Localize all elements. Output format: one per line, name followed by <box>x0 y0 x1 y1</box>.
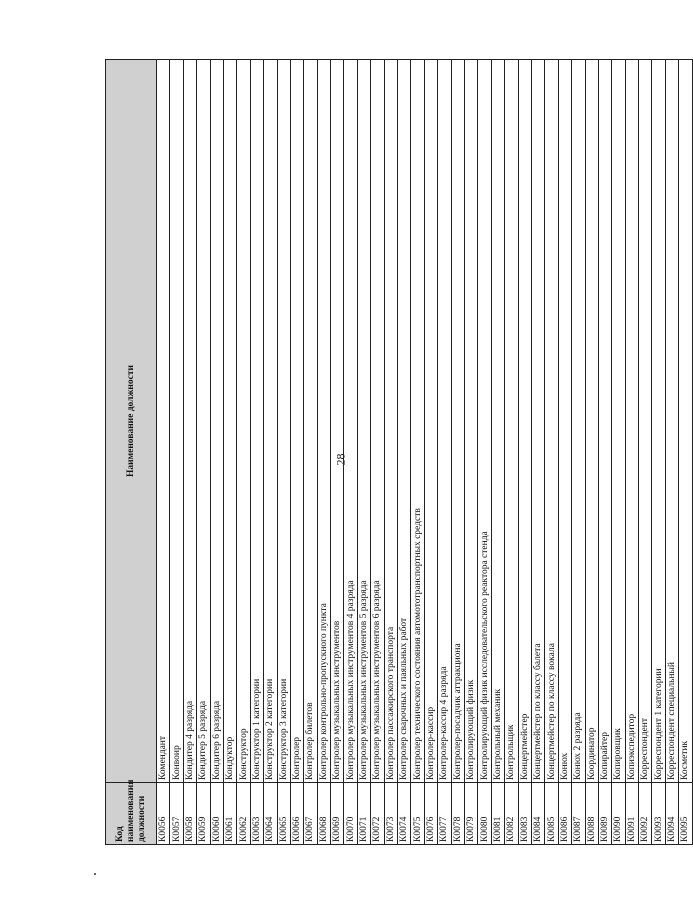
position-name-cell: Контролирующий физик <box>464 60 477 783</box>
position-name-cell: Контролер технического состояния автомототранспортных средств <box>411 60 424 783</box>
code-cell: К0080 <box>478 783 491 845</box>
code-cell: К0056 <box>157 783 170 845</box>
table-row <box>371 60 384 845</box>
table-row <box>277 60 290 845</box>
code-cell: К0090 <box>612 783 625 845</box>
table-row <box>612 60 625 845</box>
table-row <box>639 60 652 845</box>
header-code: Код наименования должности <box>106 783 157 845</box>
table-row <box>344 60 357 845</box>
position-name-cell: Корреспондент 1 категории <box>652 60 665 783</box>
code-cell: К0085 <box>545 783 558 845</box>
code-cell: К0068 <box>317 783 330 845</box>
code-cell: К0087 <box>572 783 585 845</box>
position-name-cell: Контролер музыкальных инструментов <box>331 60 344 783</box>
position-name-cell: Координатор <box>585 60 598 783</box>
code-cell: К0091 <box>625 783 638 845</box>
position-name-cell: Конструктор 3 категории <box>277 60 290 783</box>
table-row <box>679 60 692 845</box>
position-name-cell: Комендант <box>157 60 170 783</box>
code-cell: К0076 <box>424 783 437 845</box>
table-row <box>290 60 303 845</box>
code-cell: К0059 <box>197 783 210 845</box>
position-name-cell: Корреспондент специальный <box>665 60 678 783</box>
position-name-cell: Копиэкспедитор <box>625 60 638 783</box>
table-row <box>665 60 678 845</box>
table-row <box>357 60 370 845</box>
position-name-cell: Концертмейстер <box>518 60 531 783</box>
table-row <box>250 60 263 845</box>
position-name-cell: Конструктор 1 категории <box>250 60 263 783</box>
position-name-cell: Кондитер 4 разряда <box>183 60 196 783</box>
position-name-cell: Кондитер 6 разряда <box>210 60 223 783</box>
code-cell: К0077 <box>438 783 451 845</box>
position-name-cell: Контролер-посадчик аттракциона <box>451 60 464 783</box>
code-cell: К0094 <box>665 783 678 845</box>
table-row <box>585 60 598 845</box>
table-row <box>398 60 411 845</box>
position-name-cell: Кондитер 5 разряда <box>197 60 210 783</box>
position-name-cell: Контролер пассажирского транспорта <box>384 60 397 783</box>
code-cell: К0069 <box>331 783 344 845</box>
position-name-cell: Контрольный механик <box>491 60 504 783</box>
table-row <box>237 60 250 845</box>
position-name-cell: Копирайтер <box>598 60 611 783</box>
table-row <box>545 60 558 845</box>
table-row <box>518 60 531 845</box>
table-row <box>558 60 571 845</box>
position-name-cell: Конструктор 2 категории <box>264 60 277 783</box>
table-row <box>531 60 544 845</box>
position-name-cell: Контролер сварочных и паяльных работ <box>398 60 411 783</box>
code-cell: К0088 <box>585 783 598 845</box>
table-row <box>157 60 170 845</box>
table-row <box>384 60 397 845</box>
table-row <box>264 60 277 845</box>
position-name-cell: Контролер контрольно-пропускного пункта <box>317 60 330 783</box>
position-name-cell: Контролер билетов <box>304 60 317 783</box>
table-row <box>183 60 196 845</box>
code-cell: К0057 <box>170 783 183 845</box>
position-name-cell: Контролер музыкальных инструментов 6 разряда <box>371 60 384 783</box>
table-row <box>197 60 210 845</box>
position-name-cell: Концертмейстер по классу вокала <box>545 60 558 783</box>
code-cell: К0065 <box>277 783 290 845</box>
code-cell: К0083 <box>518 783 531 845</box>
position-name-cell: Контролер <box>290 60 303 783</box>
table-row <box>438 60 451 845</box>
code-cell: К0067 <box>304 783 317 845</box>
code-cell: К0061 <box>223 783 236 845</box>
code-cell: К0081 <box>491 783 504 845</box>
code-cell: К0074 <box>398 783 411 845</box>
code-cell: К0075 <box>411 783 424 845</box>
code-cell: К0060 <box>210 783 223 845</box>
scan-speck <box>94 873 96 875</box>
table-row <box>223 60 236 845</box>
code-cell: К0064 <box>264 783 277 845</box>
code-cell: К0066 <box>290 783 303 845</box>
code-cell: К0072 <box>371 783 384 845</box>
table-row <box>478 60 491 845</box>
code-cell: К0082 <box>505 783 518 845</box>
code-cell: К0093 <box>652 783 665 845</box>
position-name-cell: Контролер музыкальных инструментов 5 разряда <box>357 60 370 783</box>
table-row <box>317 60 330 845</box>
code-cell: К0084 <box>531 783 544 845</box>
position-name-cell: Копировщик <box>612 60 625 783</box>
position-name-cell: Корреспондент <box>639 60 652 783</box>
table-row <box>304 60 317 845</box>
position-name-cell: Контролирующий физик исследовательского реактора стенда <box>478 60 491 783</box>
position-name-cell: Конвоир <box>170 60 183 783</box>
code-cell: К0058 <box>183 783 196 845</box>
position-name-cell: Кондуктор <box>223 60 236 783</box>
positions-table <box>105 59 693 845</box>
table-body <box>157 60 693 845</box>
position-name-cell: Конструктор <box>237 60 250 783</box>
position-name-cell: Контролер-кассир <box>424 60 437 783</box>
code-cell: К0095 <box>679 783 692 845</box>
code-cell: К0063 <box>250 783 263 845</box>
code-cell: К0071 <box>357 783 370 845</box>
table-row <box>464 60 477 845</box>
table-row <box>210 60 223 845</box>
position-name-cell: Контрольщик <box>505 60 518 783</box>
table-row <box>505 60 518 845</box>
table-row <box>625 60 638 845</box>
table-row <box>424 60 437 845</box>
table-row <box>451 60 464 845</box>
position-name-cell: Косметик <box>679 60 692 783</box>
position-name-cell: Контролер-кассир 4 разряда <box>438 60 451 783</box>
code-cell: К0079 <box>464 783 477 845</box>
code-cell: К0073 <box>384 783 397 845</box>
code-cell: К0062 <box>237 783 250 845</box>
code-cell: К0070 <box>344 783 357 845</box>
code-cell: К0092 <box>639 783 652 845</box>
page-number: 28 <box>333 453 348 466</box>
rotated-page-content <box>105 60 691 845</box>
code-cell: К0089 <box>598 783 611 845</box>
table-row <box>331 60 344 845</box>
table-row <box>572 60 585 845</box>
position-name-cell: Конюх 2 разряда <box>572 60 585 783</box>
table-row <box>411 60 424 845</box>
code-cell: К0086 <box>558 783 571 845</box>
code-cell: К0078 <box>451 783 464 845</box>
header-name: Наименование должности <box>106 60 157 783</box>
position-name-cell: Конюх <box>558 60 571 783</box>
table-row <box>491 60 504 845</box>
table-header-row <box>106 60 157 845</box>
table-row <box>598 60 611 845</box>
table-row <box>652 60 665 845</box>
position-name-cell: Контролер музыкальных инструментов 4 разряда <box>344 60 357 783</box>
position-name-cell: Концертмейстер по классу балета <box>531 60 544 783</box>
table-row <box>170 60 183 845</box>
